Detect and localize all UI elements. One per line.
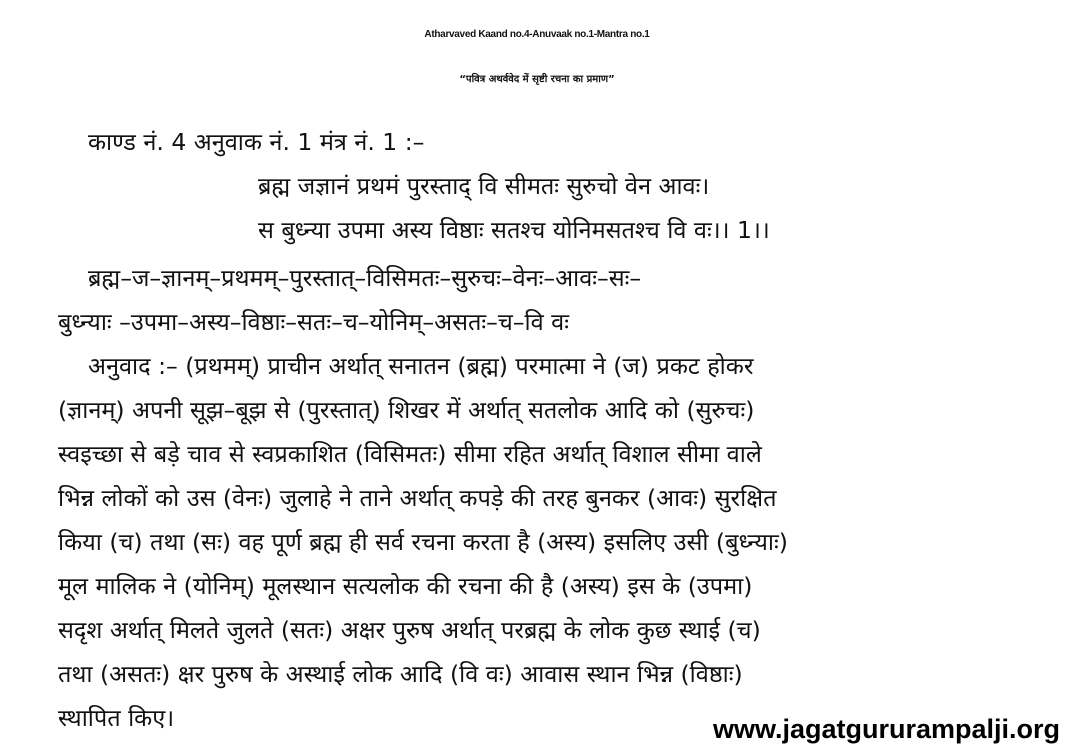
translation-line: किया (च) तथा (सः) वह पूर्ण ब्रह्म ही सर्व रचना करता है (अस्य) इसलिए उसी (बुध्न्याः): [58, 528, 788, 556]
translation-line: मूल मालिक ने (योनिम्) मूलस्थान सत्यलोक की रचना की है (अस्य) इस के (उपमा): [58, 572, 753, 600]
website-url: www.jagatgururampalji.org: [712, 714, 1060, 744]
page-title: Atharvaved Kaand no.4-Anuvaak no.1-Mantra no.1: [424, 29, 650, 40]
translation-line: स्थापित किए।: [58, 704, 175, 732]
word-breakdown-line: बुध्न्याः –उपमा–अस्य–विष्ठाः–सतः–च–योनिम्–असतः–च–वि वः: [58, 308, 569, 336]
translation-line: (ज्ञानम्) अपनी सूझ–बूझ से (पुरस्तात्) शिखर में अर्थात् सतलोक आदि को (सुरुचः): [58, 396, 755, 424]
translation-line: भिन्न लोकों को उस (वेनः) जुलाहे ने ताने अर्थात् कपड़े की तरह बुनकर (आवः) सुरक्षित: [58, 484, 777, 512]
translation-line: तथा (असतः) क्षर पुरुष के अस्थाई लोक आदि (वि वः) आवास स्थान भिन्न (विष्ठाः): [58, 660, 743, 688]
page-subtitle: “पवित्र अथर्ववेद में सृष्टी रचना का प्रमाण”: [459, 74, 615, 85]
translation-line: सदृश अर्थात् मिलते जुलते (सतः) अक्षर पुरुष अर्थात् परब्रह्म के लोक कुछ स्थाई (च): [58, 616, 761, 644]
mantra-reference: काण्ड नं. 4 अनुवाक नं. 1 मंत्र नं. 1 :–: [88, 128, 425, 156]
translation-line: अनुवाद :– (प्रथमम्) प्राचीन अर्थात् सनातन (ब्रह्म) परमात्मा ने (ज) प्रकट होकर: [88, 352, 754, 380]
word-breakdown-line: ब्रह्म–ज–ज्ञानम्–प्रथमम्–पुरस्तात्–विसिमतः–सुरुचः–वेनः–आवः–सः–: [88, 264, 642, 292]
verse-line: स बुध्न्या उपमा अस्य विष्ठाः सतश्च योनिमसतश्च वि वः।। 1।।: [258, 216, 770, 244]
verse-line: ब्रह्म जज्ञानं प्रथमं पुरस्ताद् वि सीमतः सुरुचो वेन आवः।: [258, 172, 710, 200]
translation-line: स्वइच्छा से बड़े चाव से स्वप्रकाशित (विसिमतः) सीमा रहित अर्थात् विशाल सीमा वाले: [58, 440, 762, 468]
